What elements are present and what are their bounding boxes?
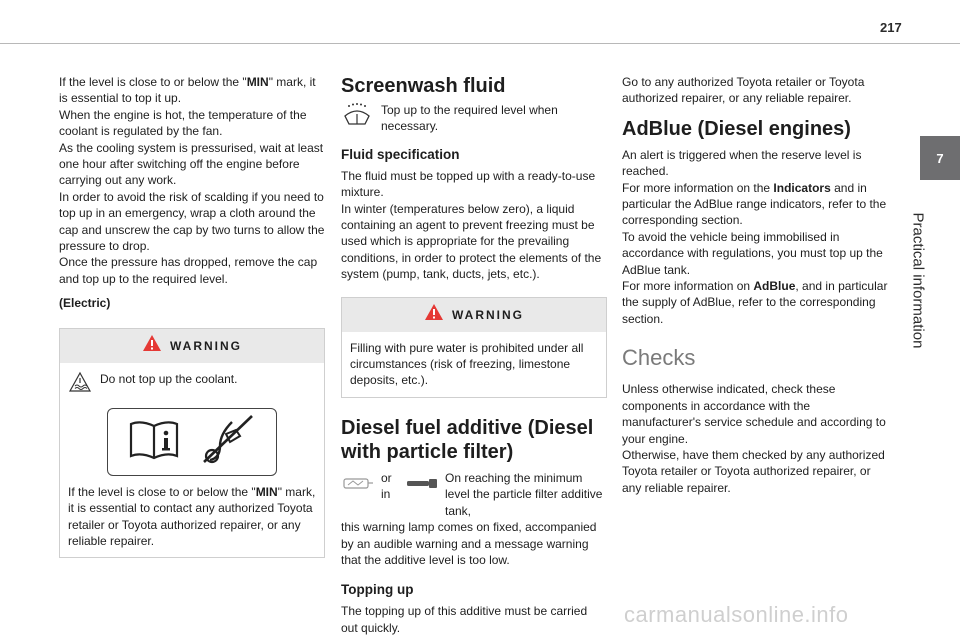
watermark-link[interactable]: carmanualsonline.info [624, 602, 849, 627]
column-middle [341, 74, 607, 636]
header-divider [0, 43, 960, 44]
topping-up-heading: Topping up [341, 582, 414, 598]
chapter-label: Practical information [909, 212, 927, 348]
warning-header [342, 298, 606, 332]
diesel-in-text: in [381, 487, 391, 502]
adblue-paragraph-3: To avoid the vehicle being immobilised in accordance with regulations, you must top up the AdBlue tank. [622, 229, 883, 277]
checks-heading: Checks [622, 345, 696, 371]
screenwash-icon [341, 102, 373, 131]
screenwash-warning-text: Filling with pure water is prohibited under all circumstances (risk of freezing, limestone deposits, etc.). [350, 340, 584, 388]
fuel-additive-lamp-icon [341, 474, 375, 497]
coolant-paragraph-1: If the level is close to or below the "MIN" mark, it is essential to top it up. [59, 75, 316, 106]
column-right [622, 74, 892, 496]
adblue-paragraph-2: For more information on the Indicators and in particular the AdBlue range indicators, refer to the corresponding section. [622, 180, 887, 228]
diesel-side-text: On reaching the minimum level the particle filter additive tank, [445, 470, 603, 518]
checks-paragraph-1: Unless otherwise indicated, check these components in accordance with the manufacturer's service schedule and according to your engine. [622, 382, 886, 446]
manual-book-icon [127, 418, 181, 465]
coolant-paragraph-3: As the cooling system is pressurised, wait at least one hour after switching off the engine before carrying out any work. [59, 140, 324, 188]
warning-triangle-icon [424, 303, 444, 326]
diesel-paragraph: this warning lamp comes on fixed, accompanied by an audible warning and a message warning that the additive level is too low. [341, 520, 597, 567]
coolant-level-icon [68, 371, 92, 398]
adblue-paragraph-1: An alert is triggered when the reserve level is reached. [622, 147, 862, 179]
no-refill-icon [198, 412, 258, 471]
adblue-paragraph-4: For more information on AdBlue, and in particular the supply of AdBlue, refer to the corresponding section. [622, 279, 888, 326]
screenwash-warning-box [341, 297, 607, 398]
chapter-tab[interactable]: 7 [920, 136, 960, 180]
topping-up-text: The topping up of this additive must be carried out quickly. [341, 604, 588, 635]
fluid-spec-heading: Fluid specification [341, 146, 460, 162]
coolant-paragraph-5: Once the pressure has dropped, remove the cap and top up to the required level. [59, 255, 318, 286]
adblue-heading: AdBlue (Diesel engines) [622, 117, 851, 140]
warning-title: WARNING [452, 307, 524, 322]
fluid-paragraph-1: The fluid must be topped up with a ready-to-use mixture. [341, 168, 596, 200]
coolant-warning-box [59, 328, 325, 559]
fluid-paragraph-2: In winter (temperatures below zero), a liquid containing an agent to prevent freezing must be used which is appropriate for the prevailing conditions, in order to protect the elements of the system (pump, tank, ducts, jets, etc.). [341, 201, 602, 282]
coolant-paragraph-2: When the engine is hot, the temperature of the coolant is regulated by the fan. [59, 107, 307, 139]
column-left [59, 74, 325, 558]
diesel-or-text: or [381, 470, 392, 485]
page-number: 217 [880, 20, 902, 35]
coolant-paragraph-4: In order to avoid the risk of scalding if you need to top up in an emergency, wrap a cloth around the cap and unscrew the cap by two turns to allow the pressure to drop. [59, 189, 325, 254]
screenwash-heading: Screenwash fluid [341, 75, 506, 97]
diesel-filter-lamp-icon [405, 476, 439, 495]
checks-paragraph-2: Otherwise, have them checked by any authorized Toyota retailer or Toyota authorized repairer, or any reliable repairer. [622, 447, 885, 495]
warning-title: WARNING [170, 338, 242, 353]
warning-header [60, 329, 324, 363]
coolant-warning-paragraph: If the level is close to or below the "MIN" mark, it is essential to contact any authorized Toyota retailer or Toyota authorized repairer, or any reliable repairer. [68, 484, 316, 548]
screenwash-text: Top up to the required level when necessary. [381, 103, 558, 134]
electric-label: (Electric) [59, 296, 111, 311]
diesel-additive-heading: Diesel fuel additive (Diesel with particle filter) [341, 416, 594, 463]
coolant-warning-text: Do not top up the coolant. [100, 371, 238, 386]
warning-triangle-icon [142, 334, 162, 357]
retailer-paragraph: Go to any authorized Toyota retailer or Toyota authorized repairer, or any reliable repairer. [622, 75, 865, 106]
pictogram-box [107, 408, 277, 476]
